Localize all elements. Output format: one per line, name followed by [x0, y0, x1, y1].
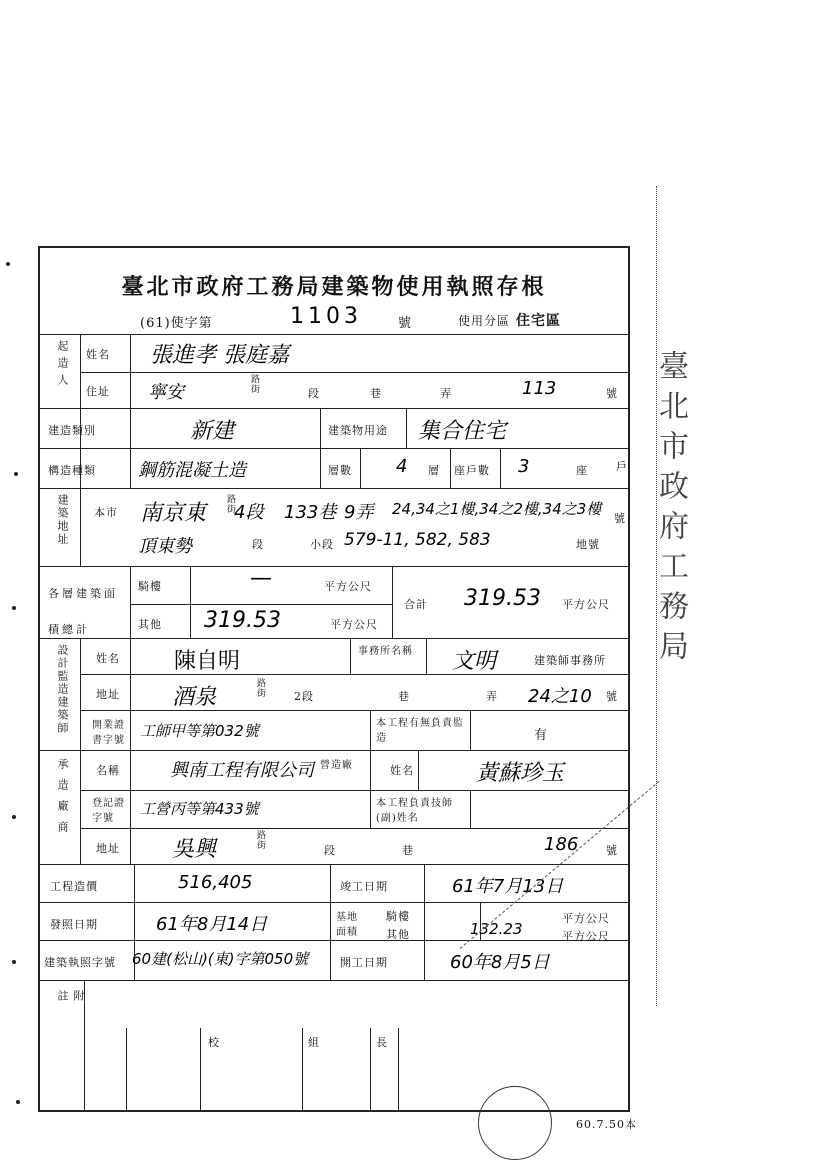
contractor-addr-label: 地址: [96, 842, 120, 855]
rule: [200, 1028, 201, 1112]
contractor-name-value: 興南工程有限公司: [170, 760, 314, 781]
rule: [40, 750, 630, 751]
building-type-value: 新建: [190, 419, 235, 444]
building-use-value: 集合住宅: [418, 419, 507, 444]
location-lot: 579-11, 582, 583: [344, 530, 491, 550]
applicant-section-label: 起造人: [56, 340, 69, 391]
designer-eng-value: 有: [534, 728, 549, 743]
rule: [40, 448, 630, 449]
rule: [450, 448, 451, 488]
site-label: 基地面積: [336, 912, 358, 938]
rule: [320, 408, 321, 448]
rule: [80, 638, 81, 864]
contractor-reg-label: 登記證字號: [92, 798, 125, 824]
applicant-name-label: 姓名: [86, 348, 110, 361]
scan-speck: [16, 1100, 20, 1104]
designer-addr-value: 酒泉: [172, 685, 217, 710]
contractor-seg-label: 段: [324, 844, 336, 857]
designer-no-label: 號: [606, 690, 618, 703]
designer-name-value: 陳自明: [174, 649, 241, 674]
rule: [130, 638, 131, 864]
finish-label: 竣工日期: [340, 880, 388, 893]
notes-col-2: 組: [308, 1036, 320, 1049]
location-seg-label: 段: [252, 538, 264, 551]
designer-cert-value: 工師甲等第032號: [140, 722, 259, 740]
rule: [80, 488, 81, 566]
site-other-value: 132.23: [470, 920, 523, 938]
household-label: 戶: [616, 460, 628, 473]
contractor-number: 186: [544, 834, 579, 855]
floors-value: 4: [396, 456, 408, 477]
form-footer: 60.7.50本: [576, 1118, 637, 1131]
designer-alley-label: 弄: [486, 690, 498, 703]
permit-label: 建築執照字號: [44, 956, 116, 969]
applicant-lane-label: 巷: [370, 387, 382, 400]
scan-speck: [6, 262, 10, 266]
side-stamp-text: 臺北市政府工務局: [653, 350, 688, 670]
scan-speck: [12, 606, 16, 610]
rule: [130, 408, 131, 488]
rule: [418, 750, 419, 790]
total-value: 319.53: [464, 586, 541, 611]
designer-office-value: 文明: [452, 649, 497, 674]
units-label: 座戶數: [454, 464, 490, 477]
rule: [398, 1028, 399, 1112]
notes-col-1: 校: [208, 1036, 220, 1049]
contractor-company-label: 營造廠: [320, 760, 353, 771]
zone-label: 使用分區: [458, 314, 511, 328]
rule: [302, 1028, 303, 1112]
rule: [40, 488, 630, 489]
contractor-reg-value: 工營丙等第433號: [140, 800, 259, 818]
rule: [40, 334, 630, 335]
floor-area-section-label: 各層建築面積總計: [48, 587, 118, 636]
permit-number: 1103: [290, 304, 362, 329]
location-road: 南京東: [140, 501, 207, 526]
rule: [40, 638, 630, 639]
notes-label: 附註: [56, 990, 85, 1071]
permit-form: [38, 246, 630, 1112]
scan-speck: [12, 815, 16, 819]
building-type-label: 建造類別: [48, 424, 96, 437]
contractor-person-label: 姓名: [390, 764, 414, 777]
location-no-label: 號: [614, 512, 626, 525]
applicant-name-value: 張進孝 張庭嘉: [150, 343, 289, 368]
rule: [320, 448, 321, 488]
scan-speck: [14, 472, 18, 476]
contractor-no-label: 號: [606, 844, 618, 857]
zone-value: 住宅區: [516, 313, 561, 329]
location-district: 頂東勢: [138, 536, 192, 557]
rule: [426, 638, 427, 674]
scan-speck: [12, 960, 16, 964]
location-alley: 9弄: [344, 502, 374, 523]
applicant-road-label: 路街: [249, 374, 259, 394]
other-label: 其他: [138, 618, 162, 631]
applicant-no-label: 號: [606, 387, 618, 400]
contractor-lane-label: 巷: [402, 844, 414, 857]
floors-label: 層數: [328, 464, 352, 477]
contractor-road-label: 路街: [255, 830, 265, 850]
rule: [470, 710, 471, 750]
designer-office-suffix: 建築師事務所: [534, 654, 606, 667]
applicant-addr-city: 寧安: [148, 382, 184, 403]
applicant-number: 113: [522, 378, 557, 399]
rule: [424, 864, 425, 980]
rule: [500, 448, 501, 488]
number-prefix: (61)使字第: [140, 316, 213, 331]
rule: [130, 604, 392, 605]
designer-section-label: 設計監造建築師: [56, 644, 69, 735]
rule: [392, 566, 393, 638]
start-label: 開工日期: [340, 956, 388, 969]
form-title: 臺北市政府工務局建築物使用執照存根: [121, 274, 547, 300]
rule: [40, 408, 630, 409]
permit-value: 60建(松山)(東)字第050號: [132, 950, 309, 968]
contractor-section-label: 承造廠商: [56, 758, 69, 842]
rule: [40, 940, 630, 941]
rule: [40, 980, 630, 981]
location-lane: 133巷: [284, 502, 337, 523]
rule: [190, 566, 191, 638]
rule: [80, 372, 630, 373]
location-lot-label: 地號: [576, 538, 600, 551]
arcade-value: —: [250, 566, 272, 591]
site-other-label: 其他: [386, 928, 410, 941]
applicant-alley-label: 弄: [440, 387, 452, 400]
rule: [126, 1028, 127, 1112]
rule: [40, 864, 630, 865]
total-unit: 平方公尺: [562, 598, 610, 611]
other-unit: 平方公尺: [330, 618, 378, 631]
contractor-name-label: 名稱: [96, 764, 120, 777]
site-other-unit: 平方公尺: [562, 930, 610, 943]
unit-label: 座: [576, 464, 588, 477]
building-use-label: 建築物用途: [328, 424, 388, 437]
total-label: 合計: [404, 598, 428, 611]
site-arcade-label: 騎樓: [386, 910, 410, 923]
rule: [406, 408, 407, 448]
rule: [130, 566, 131, 638]
applicant-addr-label: 住址: [86, 385, 110, 398]
designer-office-label: 事務所名稱: [358, 646, 413, 657]
arcade-label: 騎樓: [138, 580, 162, 593]
rule: [370, 750, 371, 790]
designer-eng-label: 本工程有無負責監造: [376, 718, 464, 744]
site-arcade-unit: 平方公尺: [562, 912, 610, 925]
rule: [350, 638, 351, 674]
rule: [130, 334, 131, 408]
rule: [80, 710, 630, 711]
designer-number: 24之10: [528, 686, 592, 707]
designer-seg-value: 2段: [294, 690, 314, 703]
number-suffix: 號: [398, 316, 413, 331]
location-numbers: 24,34之1樓,34之2樓,34之3樓: [392, 500, 602, 518]
location-seg: 4段: [234, 502, 264, 523]
applicant-seg-label: 段: [308, 387, 320, 400]
designer-addr-label: 地址: [96, 688, 120, 701]
designer-name-label: 姓名: [96, 652, 120, 665]
structure-value: 鋼筋混凝土造: [138, 460, 246, 481]
location-subseg-label: 小段: [310, 538, 334, 551]
issue-label: 發照日期: [50, 918, 98, 931]
other-value: 319.53: [204, 608, 281, 633]
finish-value: 61年7月13日: [452, 876, 564, 897]
notes-col-3: 長: [376, 1036, 388, 1049]
designer-road-label: 路街: [255, 678, 265, 698]
designer-cert-label: 開業證書字號: [92, 720, 125, 746]
rule: [80, 828, 630, 829]
rule: [80, 674, 630, 675]
designer-lane-label: 巷: [398, 690, 410, 703]
units-value: 3: [518, 456, 530, 477]
location-city-label: 本市: [94, 506, 118, 519]
side-edge-line: [656, 186, 657, 1006]
rule: [40, 902, 630, 903]
contractor-addr-value: 吳興: [172, 837, 217, 862]
rule: [80, 790, 630, 791]
contractor-tech-label: 本工程負責技師(副)姓名: [376, 798, 453, 824]
floor-unit: 層: [428, 464, 440, 477]
structure-label: 構造種類: [48, 464, 96, 477]
cost-value: 516,405: [178, 872, 253, 893]
rule: [360, 448, 361, 488]
rule: [370, 710, 371, 750]
rule: [330, 864, 331, 980]
cost-label: 工程造價: [50, 880, 98, 893]
date-stamp: [478, 1086, 552, 1160]
rule: [370, 1028, 371, 1112]
start-value: 60年8月5日: [450, 952, 550, 973]
rule: [470, 790, 471, 828]
arcade-unit: 平方公尺: [324, 580, 372, 593]
contractor-person-value: 黃蘇珍玉: [476, 761, 565, 786]
issue-value: 61年8月14日: [156, 914, 268, 935]
rule: [40, 566, 630, 567]
location-road-label: 路街: [225, 494, 235, 514]
location-section-label: 建築地址: [56, 494, 69, 546]
rule: [370, 790, 371, 828]
